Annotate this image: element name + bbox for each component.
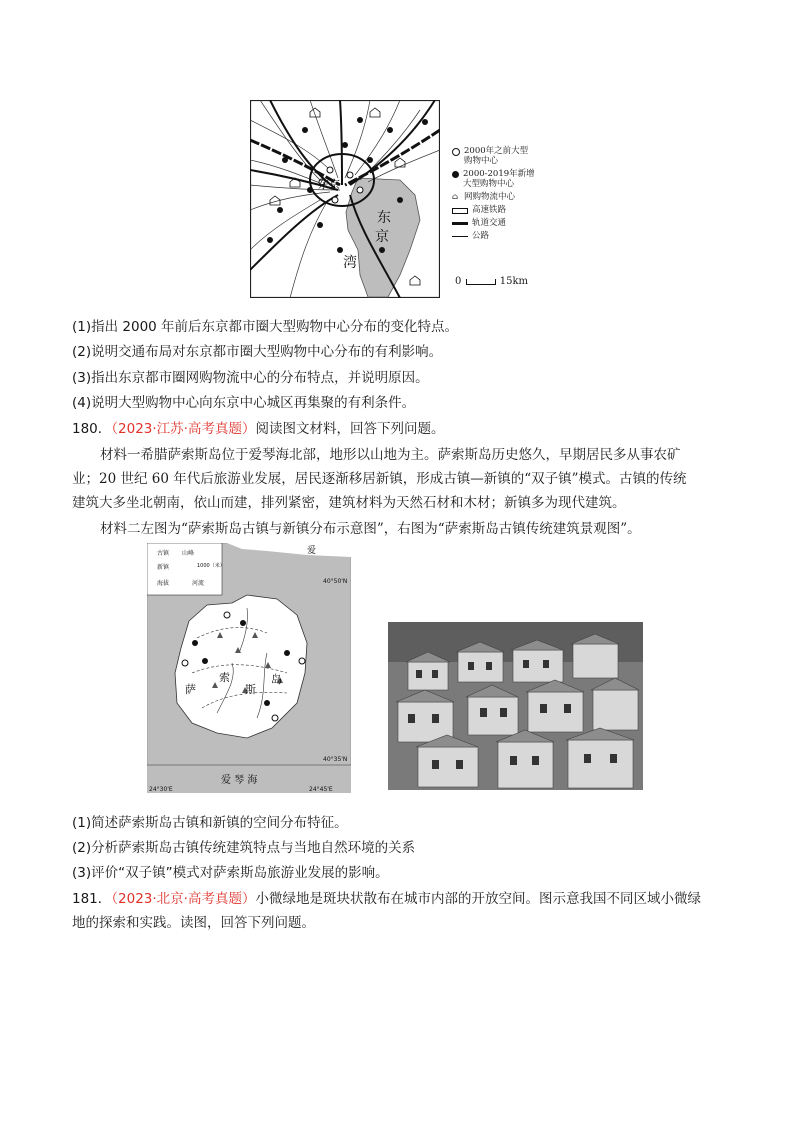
legend-text: 古镇 xyxy=(157,550,170,557)
q180-number: 180． xyxy=(72,421,112,437)
north-label: 爱 xyxy=(307,546,317,556)
q180-material-2: 材料二左图为“萨索斯岛古镇与新镇分布示意图”，右图为“萨索斯岛古镇传统建筑景观图”。 xyxy=(100,521,641,537)
legend-item-pre2000 xyxy=(452,146,562,166)
q180-prompt: 阅读图文材料，回答下列问题。 xyxy=(255,421,445,437)
legend-item-new xyxy=(452,169,562,189)
legend-text: 1000（米） xyxy=(197,563,225,569)
town-photo-image xyxy=(388,622,643,790)
legend-text: 2000年之前大型 xyxy=(464,146,529,156)
scale-zero: 0 xyxy=(455,276,462,287)
lon-label-2: 24°45'E xyxy=(309,786,333,793)
legend-item-highspeed xyxy=(452,205,562,215)
q180-sub-3: (3)评价“双子镇”模式对萨索斯岛旅游业发展的影响。 xyxy=(72,865,389,881)
road-icon xyxy=(452,236,468,237)
thasos-map xyxy=(147,543,351,793)
lon-label-1: 24°30'E xyxy=(149,786,173,793)
warehouse-icon: ⌂ xyxy=(452,192,459,201)
lat-label-2: 40°35'N xyxy=(323,756,348,763)
bay-label-1: 东 xyxy=(377,210,391,226)
q181-source-link[interactable]: （2023·北京·高考真题） xyxy=(111,891,256,907)
town-photo xyxy=(388,622,643,790)
scale-bar xyxy=(455,276,528,287)
island-label-4: 岛 xyxy=(271,673,282,686)
q181-number: 181． xyxy=(72,891,112,907)
open-circle-icon xyxy=(452,148,460,156)
tokyo-city-label: 东京 xyxy=(318,178,340,191)
q181-prompt: 小微绿地是斑块状散布在城市内部的开放空间。图示意我国不同区域小微绿 xyxy=(255,891,701,907)
scale-line-icon xyxy=(466,279,496,285)
sea-label: 爱 琴 海 xyxy=(221,775,258,786)
thasos-map-figure xyxy=(147,543,351,793)
railway-icon xyxy=(452,208,468,214)
scale-distance: 15km xyxy=(499,276,529,287)
legend-text: 2000-2019年新增 xyxy=(463,169,535,179)
legend-text: 河流 xyxy=(192,580,205,587)
legend-text: 购物中心 xyxy=(464,156,499,166)
legend-text: 高速铁路 xyxy=(472,205,507,215)
lat-label-1: 40°50'N xyxy=(323,578,348,585)
rail-transit-icon xyxy=(452,222,468,225)
island-label-1: 萨 xyxy=(185,683,196,696)
filled-circle-icon xyxy=(452,171,459,178)
legend-text: 网购物流中心 xyxy=(464,192,516,202)
q179-sub-1: (1)指出 2000 年前后东京都市圈大型购物中心分布的变化特点。 xyxy=(72,319,459,335)
legend-text: 海拔 xyxy=(157,580,170,587)
material-line: 材料一希腊萨索斯岛位于爱琴海北部，地形以山地为主。萨索斯岛历史悠久，早期居民多从事农矿 xyxy=(100,447,681,463)
q181-header xyxy=(72,890,701,908)
q179-sub-4: (4)说明大型购物中心向东京中心城区再集聚的有利条件。 xyxy=(72,395,416,411)
q179-sub-2: (2)说明交通布局对东京都市圈大型购物中心分布的有利影响。 xyxy=(72,344,443,360)
legend-item-rail xyxy=(452,218,562,228)
island-label-3: 斯 xyxy=(245,683,256,696)
legend-text: 大型购物中心 xyxy=(463,179,515,189)
material-line: 建筑大多坐北朝南，依山而建，排列紧密，建筑材料为天然石材和木材；新镇多为现代建筑。 xyxy=(72,495,626,511)
bay-label-2: 京 xyxy=(375,229,389,245)
legend-item-warehouse xyxy=(452,192,562,202)
q181-line-2: 地的探索和实践。读图，回答下列问题。 xyxy=(72,915,315,931)
tokyo-map xyxy=(250,100,440,298)
legend-text: 轨道交通 xyxy=(472,218,507,228)
q180-source-link[interactable]: （2023·江苏·高考真题） xyxy=(111,421,256,437)
tokyo-map-figure xyxy=(250,100,440,298)
bay-label-3: 湾 xyxy=(343,255,357,271)
legend-item-road xyxy=(452,231,562,241)
material-line: 业；20 世纪 60 年代后旅游业发展，居民逐渐移居新镇，形成古镇—新镇的“双子镇”模式。古镇的传统 xyxy=(72,471,687,487)
q180-sub-1: (1)简述萨索斯岛古镇和新镇的空间分布特征。 xyxy=(72,815,348,831)
legend-text: 山峰 xyxy=(182,550,195,557)
tokyo-map-legend xyxy=(452,146,562,241)
q179-sub-3: (3)指出东京都市圈网购物流中心的分布特点，并说明原因。 xyxy=(72,370,429,386)
q180-material-1 xyxy=(72,443,728,515)
legend-text: 公路 xyxy=(472,231,490,241)
q180-sub-2: (2)分析萨索斯岛古镇传统建筑特点与当地自然环境的关系 xyxy=(72,840,416,856)
legend-text: 新镇 xyxy=(157,564,170,571)
q180-header xyxy=(72,420,444,438)
island-label-2: 索 xyxy=(219,671,230,684)
